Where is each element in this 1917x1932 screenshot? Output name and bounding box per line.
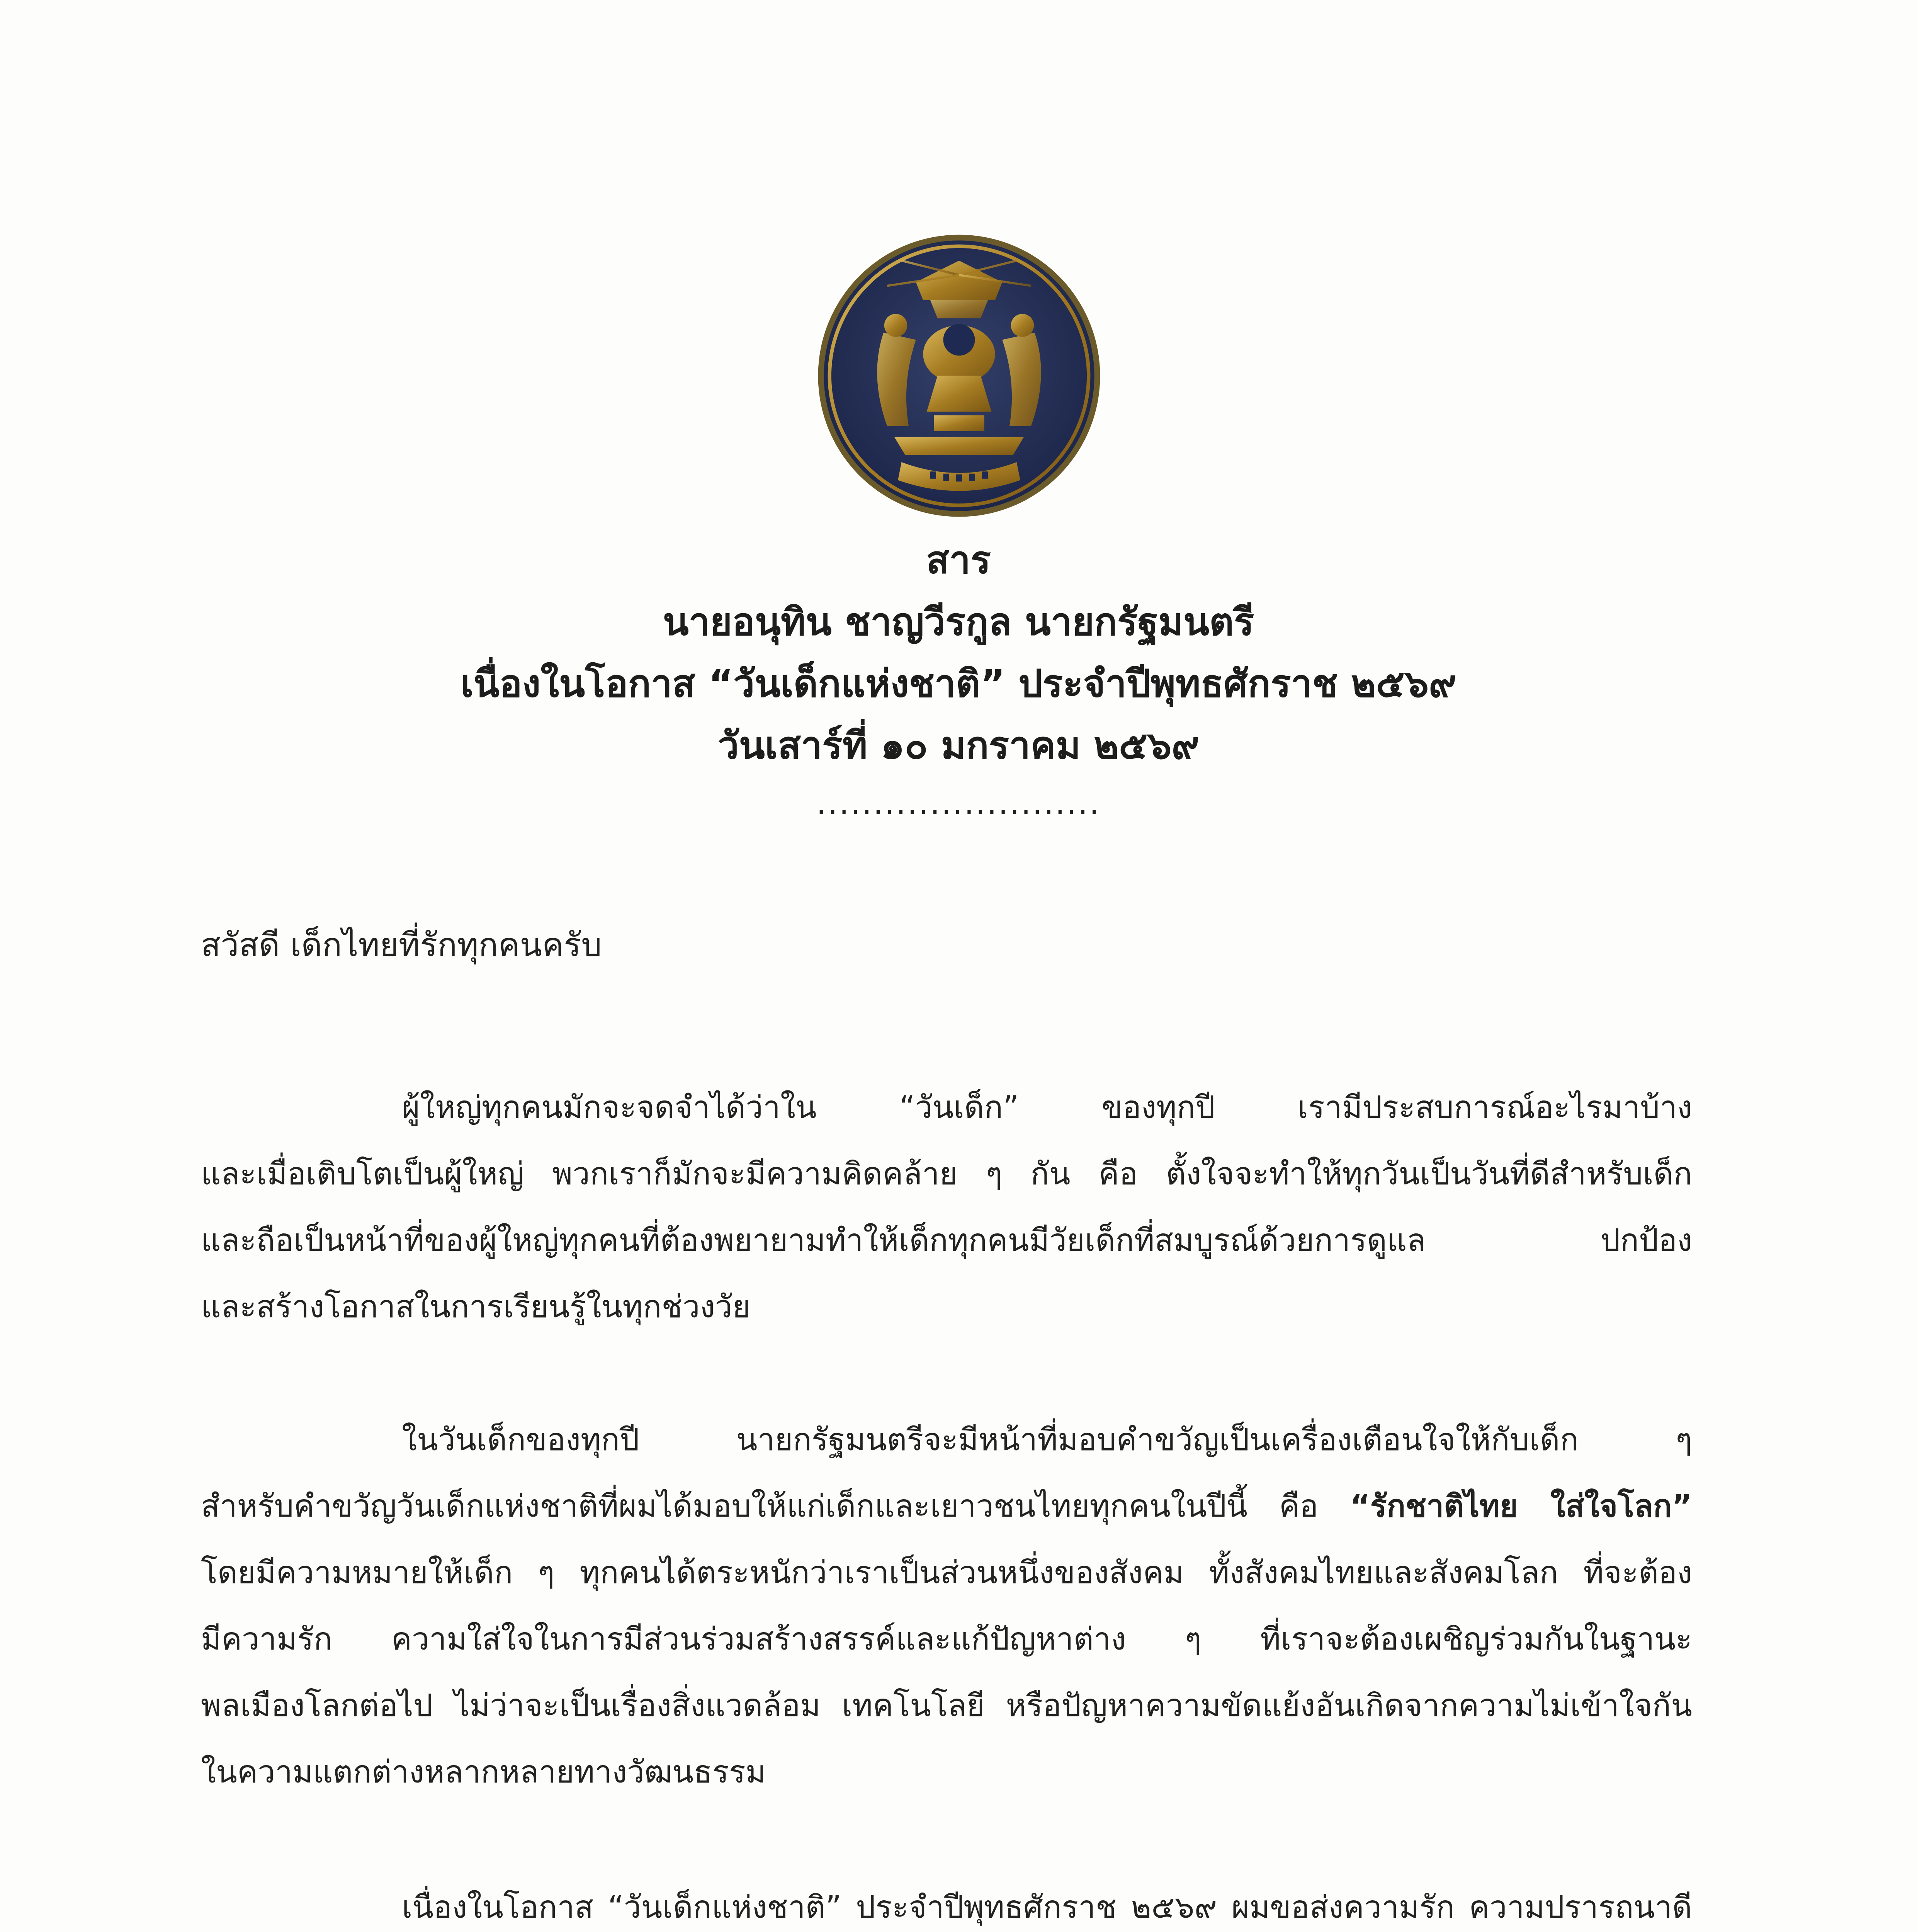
motto-intro: สำหรับคำขวัญวันเด็กแห่งชาติที่ผมได้มอบให้แก่เด็กและเยาวชนไทยทุกคนในปีนี้ คือ <box>201 1488 1350 1524</box>
paragraph-2 <box>201 1406 1692 1805</box>
heading-sender: นายอนุทิน ชาญวีรกูล นายกรัฐมนตรี <box>663 600 1254 644</box>
paragraph-line: และถือเป็นหน้าที่ของผู้ใหญ่ทุกคนที่ต้องพยายามทำให้เด็กทุกคนมีวัยเด็กที่สมบูรณ์ด้วยการดูแล ปกป้อง <box>201 1222 1692 1258</box>
paragraph-3 <box>201 1874 1692 1932</box>
paragraph-line: พลเมืองโลกต่อไป ไม่ว่าจะเป็นเรื่องสิ่งแวดล้อม เทคโนโลยี หรือปัญหาความขัดแย้งอันเกิดจากความไม่เข้าใจกัน <box>201 1687 1692 1723</box>
paragraph-line: ในความแตกต่างหลากหลายทางวัฒนธรรม <box>201 1754 766 1790</box>
heading-separator: ......................... <box>816 786 1101 821</box>
heading-occasion: เนื่องในโอกาส “วันเด็กแห่งชาติ” ประจำปีพุทธศักราช ๒๕๖๙ <box>461 662 1456 706</box>
greeting: สวัสดี เด็กไทยที่รักทุกคนครับ <box>201 926 602 964</box>
message-heading <box>0 529 1917 827</box>
paragraph-line: ผู้ใหญ่ทุกคนมักจะจดจำได้ว่าใน “วันเด็ก” ของทุกปี เรามีประสบการณ์อะไรมาบ้าง <box>402 1089 1692 1125</box>
paragraph-line: โดยมีความหมายให้เด็ก ๆ ทุกคนได้ตระหนักว่าเราเป็นส่วนหนึ่งของสังคม ทั้งสังคมไทยและสังคมโลก ที่จะต้อง <box>201 1554 1692 1590</box>
royal-seal-icon <box>815 232 1103 520</box>
paragraph-line: มีความรัก ความใส่ใจในการมีส่วนร่วมสร้างสรรค์และแก้ปัญหาต่าง ๆ ที่เราจะต้องเผชิญร่วมกันในฐานะ <box>201 1621 1692 1657</box>
heading-date: วันเสาร์ที่ ๑๐ มกราคม ๒๕๖๙ <box>717 724 1200 768</box>
heading-title: สาร <box>926 538 991 582</box>
paragraph-1 <box>201 1074 1692 1340</box>
paragraph-line: เนื่องในโอกาส “วันเด็กแห่งชาติ” ประจำปีพุทธศักราช ๒๕๖๙ ผมขอส่งความรัก ความปรารถนาดี <box>402 1889 1692 1925</box>
paragraph-line: และเมื่อเติบโตเป็นผู้ใหญ่ พวกเราก็มักจะมีความคิดคล้าย ๆ กัน คือ ตั้งใจจะทำให้ทุกวันเป็นวันที่ดีสำหรับเด็ก <box>201 1156 1692 1192</box>
paragraph-line: ในวันเด็กของทุกปี นายกรัฐมนตรีจะมีหน้าที่มอบคำขวัญเป็นเครื่องเตือนใจให้กับเด็ก ๆ <box>402 1422 1692 1458</box>
children-day-motto: “รักชาติไทย ใส่ใจโลก” <box>1350 1488 1693 1524</box>
paragraph-line: และสร้างโอกาสในการเรียนรู้ในทุกช่วงวัย <box>201 1289 751 1325</box>
paragraph-line-motto <box>201 1473 1692 1539</box>
